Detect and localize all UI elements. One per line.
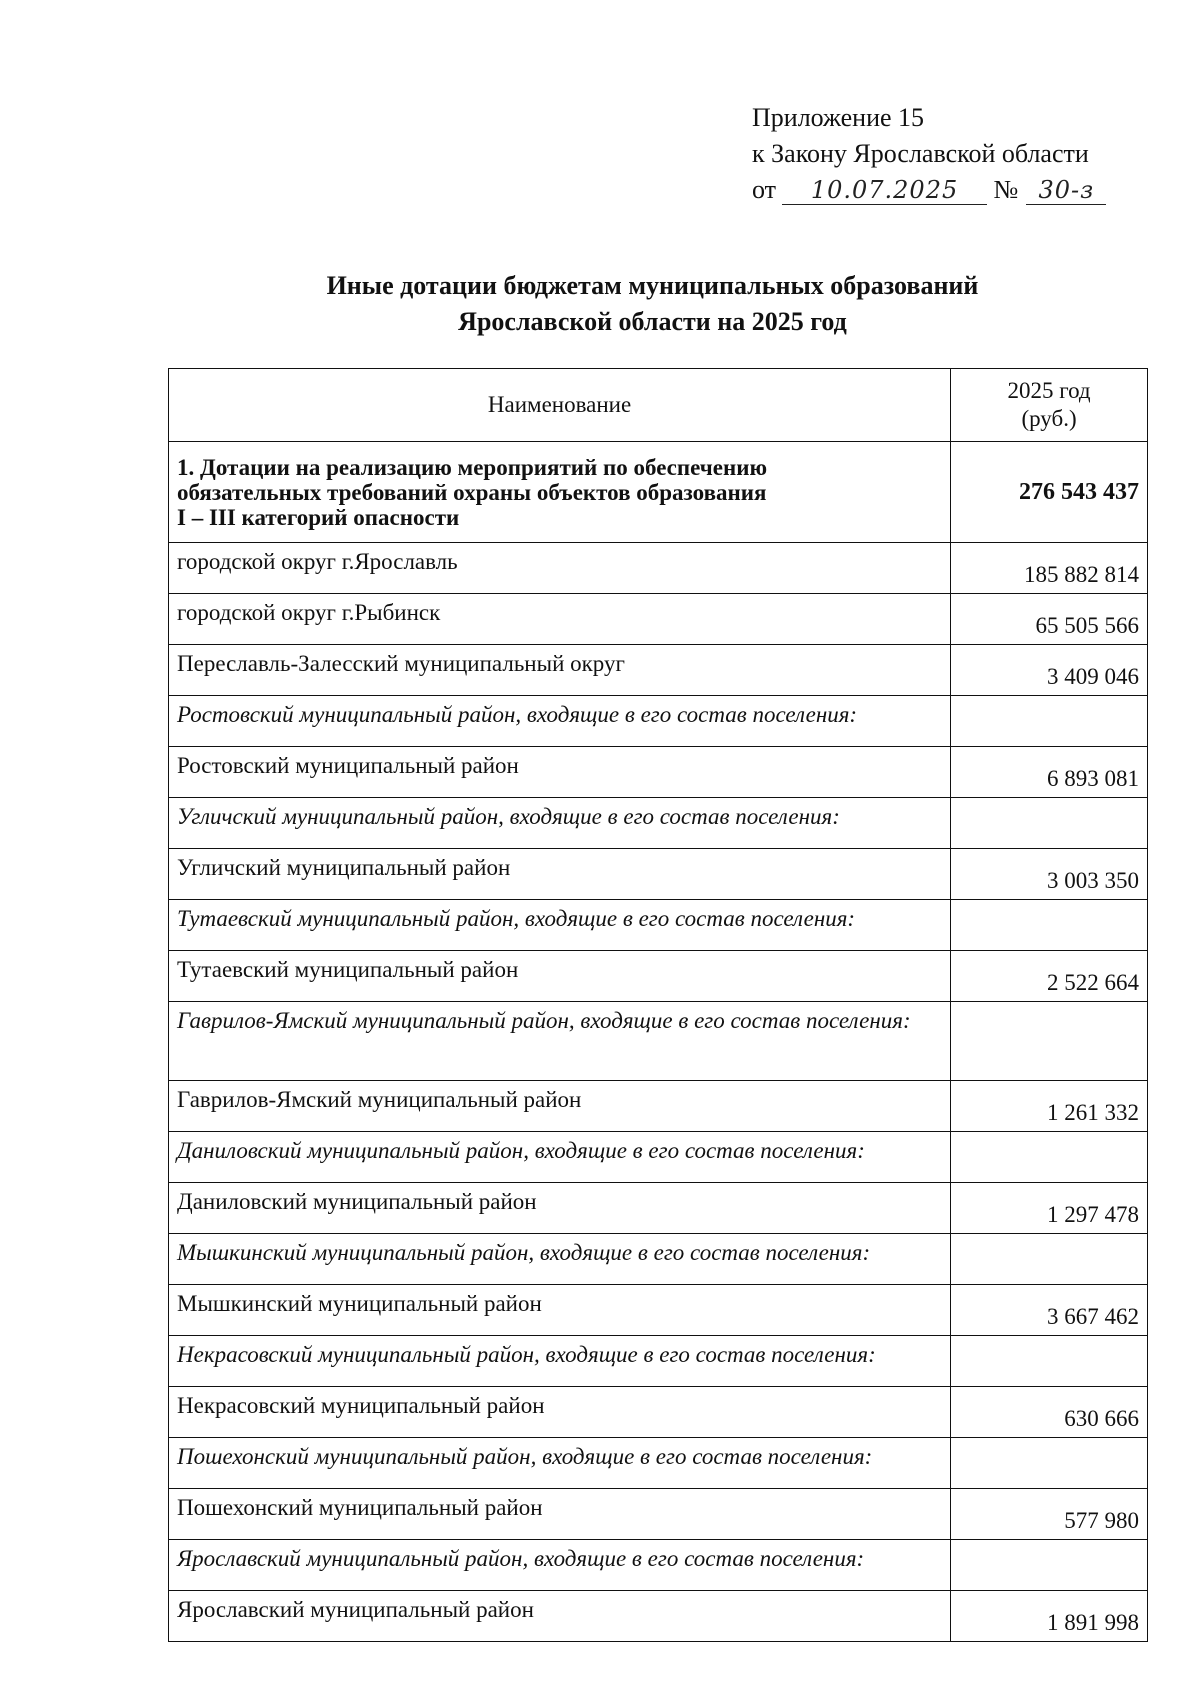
row-value: 3 667 462 (951, 1285, 1148, 1336)
document-title (150, 268, 1155, 340)
row-name: Даниловский муниципальный район (169, 1183, 951, 1234)
group-name: Мышкинский муниципальный район, входящие в его состав поселения: (169, 1234, 951, 1285)
total-name (169, 442, 951, 543)
row-value: 630 666 (951, 1387, 1148, 1438)
row-value: 577 980 (951, 1489, 1148, 1540)
row-value: 1 261 332 (951, 1081, 1148, 1132)
table-group-row (169, 1234, 1148, 1285)
group-name: Тутаевский муниципальный район, входящие в его состав поселения: (169, 900, 951, 951)
row-name: Мышкинский муниципальный район (169, 1285, 951, 1336)
table-group-row (169, 1132, 1148, 1183)
table-group-row (169, 1438, 1148, 1489)
table-row-total (169, 442, 1148, 543)
header-year-line1: 2025 год (1007, 378, 1091, 403)
table-group-row (169, 696, 1148, 747)
row-value: 65 505 566 (951, 594, 1148, 645)
annex-title: Приложение 15 (752, 103, 925, 132)
row-name: городской округ г.Рыбинск (169, 594, 951, 645)
row-value: 3 409 046 (951, 645, 1148, 696)
total-name-line2: обязательных требований охраны объектов образования (177, 479, 767, 505)
annex-from-label: от (752, 175, 777, 204)
table-row (169, 594, 1148, 645)
table-group-row (169, 798, 1148, 849)
table-header-row (169, 369, 1148, 442)
table-row (169, 747, 1148, 798)
row-value: 6 893 081 (951, 747, 1148, 798)
document-title-line1: Иные дотации бюджетам муниципальных образований (326, 271, 979, 300)
row-value: 1 891 998 (951, 1591, 1148, 1642)
row-value: 185 882 814 (951, 543, 1148, 594)
row-name: Тутаевский муниципальный район (169, 951, 951, 1002)
row-name: Пошехонский муниципальный район (169, 1489, 951, 1540)
row-value: 3 003 350 (951, 849, 1148, 900)
row-value: 1 297 478 (951, 1183, 1148, 1234)
header-name: Наименование (169, 369, 951, 442)
group-value (951, 696, 1148, 747)
table-row (169, 1489, 1148, 1540)
row-name: Гаврилов-Ямский муниципальный район (169, 1081, 951, 1132)
total-value: 276 543 437 (951, 442, 1148, 543)
row-name: городской округ г.Ярославль (169, 543, 951, 594)
header-year (951, 369, 1148, 442)
annex-date-number-line (752, 172, 1172, 208)
row-name: Угличский муниципальный район (169, 849, 951, 900)
row-name: Некрасовский муниципальный район (169, 1387, 951, 1438)
table-row (169, 1285, 1148, 1336)
group-value (951, 1002, 1148, 1081)
table-row (169, 1591, 1148, 1642)
row-name: Ростовский муниципальный район (169, 747, 951, 798)
annex-number-sign: № (993, 175, 1019, 204)
total-name-line3: I – III категорий опасности (177, 504, 460, 530)
group-name: Некрасовский муниципальный район, входящие в его состав поселения: (169, 1336, 951, 1387)
table-row (169, 951, 1148, 1002)
group-value (951, 798, 1148, 849)
group-name: Даниловский муниципальный район, входящие в его состав поселения: (169, 1132, 951, 1183)
handwritten-date: 10.07.2025 (782, 176, 987, 205)
total-name-line1: 1. Дотации на реализацию мероприятий по обеспечению (177, 454, 768, 480)
table-row (169, 1387, 1148, 1438)
table-row (169, 1183, 1148, 1234)
table-row (169, 849, 1148, 900)
table-group-row (169, 1002, 1148, 1081)
table-row (169, 543, 1148, 594)
handwritten-number: 30-з (1026, 176, 1106, 205)
group-value (951, 1132, 1148, 1183)
table-row (169, 1081, 1148, 1132)
table-group-row (169, 900, 1148, 951)
budget-table (168, 368, 1148, 1642)
group-value (951, 1540, 1148, 1591)
document-title-line2: Ярославской области на 2025 год (458, 307, 847, 336)
group-name: Угличский муниципальный район, входящие в его состав поселения: (169, 798, 951, 849)
group-value (951, 1336, 1148, 1387)
group-name: Пошехонский муниципальный район, входящие в его состав поселения: (169, 1438, 951, 1489)
row-value: 2 522 664 (951, 951, 1148, 1002)
group-value (951, 1234, 1148, 1285)
table-group-row (169, 1336, 1148, 1387)
table-group-row (169, 1540, 1148, 1591)
group-value (951, 900, 1148, 951)
group-value (951, 1438, 1148, 1489)
annex-law-reference: к Закону Ярославской области (752, 139, 1089, 168)
group-name: Гаврилов-Ямский муниципальный район, входящие в его состав поселения: (169, 1002, 951, 1081)
row-name: Переславль-Залесский муниципальный округ (169, 645, 951, 696)
group-name: Ростовский муниципальный район, входящие в его состав поселения: (169, 696, 951, 747)
row-name: Ярославский муниципальный район (169, 1591, 951, 1642)
group-name: Ярославский муниципальный район, входящие в его состав поселения: (169, 1540, 951, 1591)
header-year-line2: (руб.) (1021, 406, 1077, 431)
table-row (169, 645, 1148, 696)
annex-block (752, 100, 1172, 208)
